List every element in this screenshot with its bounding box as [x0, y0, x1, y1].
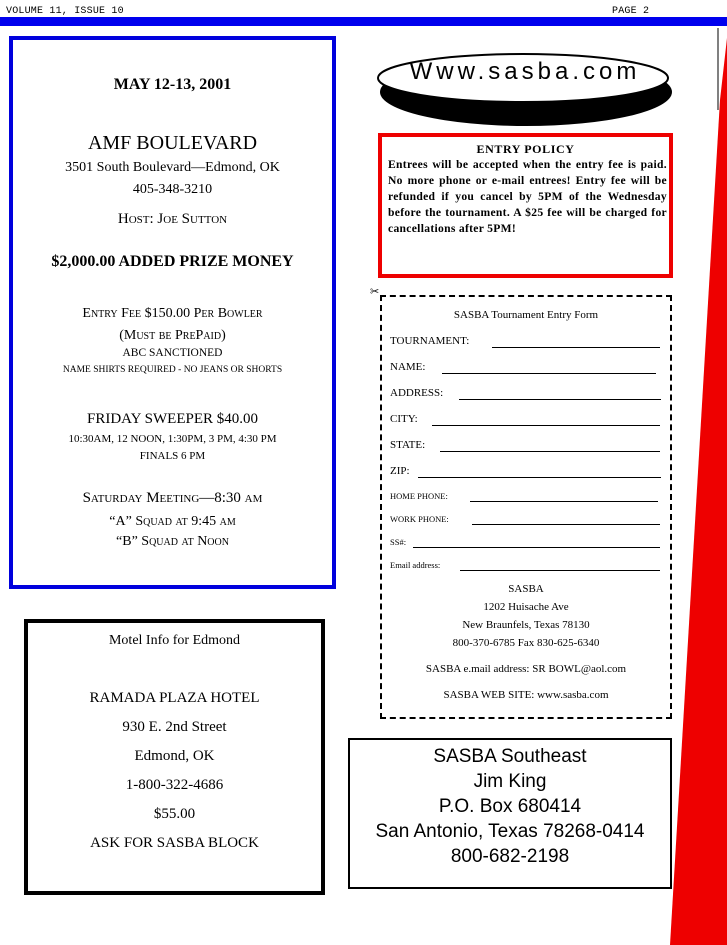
entry-fee: Entry Fee $150.00 Per Bowler — [82, 306, 263, 321]
entry-policy-box — [378, 133, 673, 278]
ss-label: SS#: — [390, 537, 407, 547]
red-wedge-shape — [670, 38, 727, 945]
email-field[interactable] — [460, 570, 660, 571]
squad-a: “A” Squad at 9:45 am — [109, 514, 236, 529]
tournament-label: TOURNAMENT: — [390, 335, 470, 347]
hotel-street: 930 E. 2nd Street — [122, 719, 227, 735]
event-dates: MAY 12-13, 2001 — [113, 76, 232, 93]
form-website: SASBA WEB SITE: www.sasba.com — [443, 689, 609, 701]
hotel-name: RAMADA PLAZA HOTEL — [89, 690, 260, 706]
southeast-name: SASBA Southeast — [433, 746, 587, 767]
friday-sweeper: FRIDAY SWEEPER $40.00 — [87, 411, 258, 427]
form-city: New Braunfels, Texas 78130 — [462, 619, 590, 631]
zip-field[interactable] — [418, 477, 661, 478]
policy-body: Entrees will be accepted when the entry fee is paid. No more phone or e-mail entrees! Entry fee will be refunded if you cancel by 5PM of the Wednesday before the tournament. A $25 fee will be charged for cancellations after 5PM! — [388, 158, 667, 235]
hotel-note: ASK FOR SASBA BLOCK — [90, 835, 259, 851]
hotel-rate: $55.00 — [153, 806, 196, 822]
hotel-phone: 1-800-322-4686 — [125, 777, 224, 793]
state-field[interactable] — [440, 451, 660, 452]
southeast-box: P.O. Box 680414 — [438, 796, 582, 817]
ss-field[interactable] — [413, 547, 660, 548]
home-phone-label: HOME PHONE: — [390, 491, 448, 501]
motel-title: Motel Info for Edmond — [108, 633, 241, 648]
dress-code: NAME SHIRTS REQUIRED - NO JEANS OR SHORTS — [62, 365, 283, 375]
form-email: SASBA e.mail address: SR BOWL@aol.com — [425, 663, 627, 675]
sanction-note: ABC SANCTIONED — [122, 347, 223, 359]
form-title: SASBA Tournament Entry Form — [453, 309, 599, 321]
southeast-city: San Antonio, Texas 78268-0414 — [375, 821, 645, 842]
finals-time: FINALS 6 PM — [139, 450, 206, 462]
policy-title: ENTRY POLICY — [476, 142, 575, 156]
squad-b: “B” Squad at Noon — [116, 534, 229, 549]
address-field[interactable] — [459, 399, 661, 400]
city-label: CITY: — [390, 413, 418, 425]
prize-money: $2,000.00 ADDED PRIZE MONEY — [51, 253, 294, 270]
city-field[interactable] — [432, 425, 660, 426]
southeast-contact-box — [348, 738, 672, 889]
home-phone-field[interactable] — [470, 501, 658, 502]
scissors-icon: ✂ — [370, 286, 380, 298]
southeast-phone: 800-682-2198 — [450, 846, 570, 867]
tournament-field[interactable] — [492, 347, 660, 348]
state-label: STATE: — [390, 439, 426, 451]
host-line: Host: Joe Sutton — [117, 211, 228, 227]
page-number: PAGE 2 — [612, 6, 650, 17]
sweeper-times: 10:30AM, 12 NOON, 1:30PM, 3 PM, 4:30 PM — [68, 433, 277, 445]
form-org: SASBA — [508, 583, 544, 595]
event-details-box — [9, 36, 336, 589]
zip-label: ZIP: — [390, 465, 410, 477]
email-label: Email address: — [390, 560, 441, 570]
entry-form — [380, 295, 672, 719]
venue-phone: 405-348-3210 — [132, 182, 213, 197]
website-banner: Www.sasba.com — [409, 58, 641, 85]
venue-address: 3501 South Boulevard—Edmond, OK — [65, 160, 280, 175]
prepaid-note: (Must be PrePaid) — [119, 328, 226, 343]
saturday-meeting: Saturday Meeting—8:30 am — [82, 490, 263, 506]
form-phones: 800-370-6785 Fax 830-625-6340 — [452, 637, 600, 649]
volume-label: VOLUME 11, ISSUE 10 — [6, 6, 124, 17]
name-field[interactable] — [442, 373, 656, 374]
work-phone-field[interactable] — [472, 524, 660, 525]
venue-name: AMF BOULEVARD — [87, 132, 258, 154]
name-label: NAME: — [390, 361, 426, 373]
form-street: 1202 Huisache Ave — [483, 601, 569, 613]
address-label: ADDRESS: — [390, 387, 444, 399]
work-phone-label: WORK PHONE: — [390, 514, 449, 524]
southeast-contact: Jim King — [473, 771, 547, 792]
header-bar — [0, 17, 727, 26]
hotel-city: Edmond, OK — [134, 748, 215, 764]
motel-info-box — [24, 619, 325, 895]
